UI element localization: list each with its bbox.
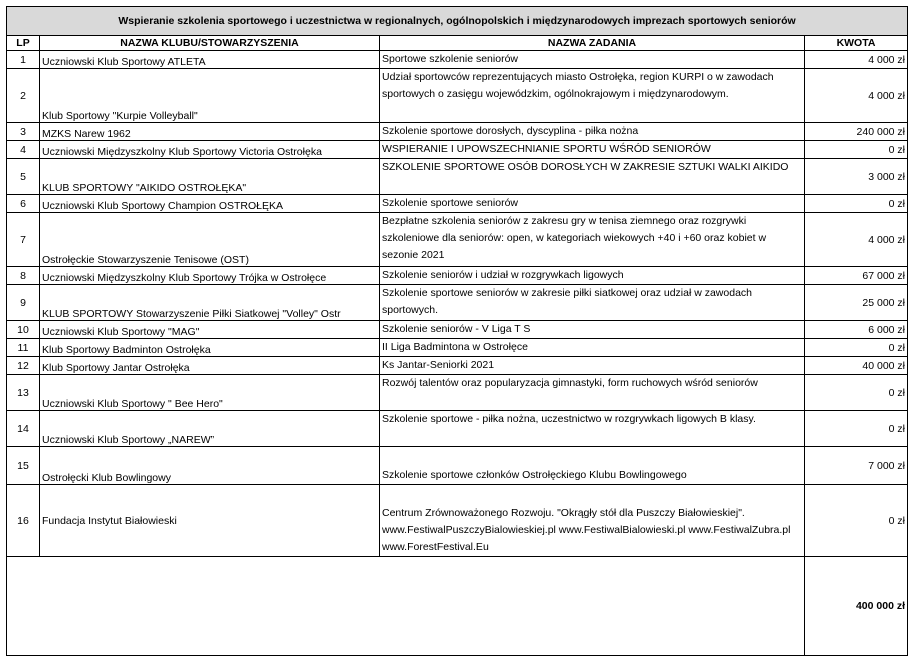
row-lp: 5 [7, 159, 40, 195]
row-amount: 0 zł [805, 141, 908, 159]
row-lp: 13 [7, 375, 40, 411]
row-lp: 8 [7, 267, 40, 285]
row-club: Fundacja Instytut Białowieski [40, 485, 380, 557]
row-club: KLUB SPORTOWY Stowarzyszenie Piłki Siatkowej "Volley" Ostr [40, 285, 380, 321]
table-row [7, 195, 908, 213]
row-club: Klub Sportowy Badminton Ostrołęka [40, 339, 380, 357]
row-task: Szkolenie sportowe seniorów w zakresie piłki siatkowej oraz udział w zawodach sportowych. [380, 285, 805, 321]
row-task: Szkolenie sportowe członków Ostrołęckiego Klubu Bowlingowego [380, 447, 805, 485]
row-lp: 15 [7, 447, 40, 485]
row-club: Uczniowski Międzyszkolny Klub Sportowy Victoria Ostrołęka [40, 141, 380, 159]
row-lp: 14 [7, 411, 40, 447]
title-row [7, 7, 908, 36]
row-club: Uczniowski Międzyszkolny Klub Sportowy Trójka w Ostrołęce [40, 267, 380, 285]
row-club: Uczniowski Klub Sportowy ATLETA [40, 51, 380, 69]
table-row [7, 267, 908, 285]
row-amount: 4 000 zł [805, 51, 908, 69]
table-row [7, 51, 908, 69]
row-club: Uczniowski Klub Sportowy Champion OSTROŁĘKA [40, 195, 380, 213]
header-amount: KWOTA [805, 36, 908, 51]
row-task: Rozwój talentów oraz popularyzacja gimnastyki, form ruchowych wśród seniorów [380, 375, 805, 411]
row-amount: 67 000 zł [805, 267, 908, 285]
row-lp: 10 [7, 321, 40, 339]
row-task: Centrum Zrównoważonego Rozwoju. "Okrągły stół dla Puszczy Białowieskiej". www.FestiwalPuszczyBialowieskiej.pl www.FestiwalBialowieski.pl www.FestiwalZubra.pl www.ForestFestival.Eu [380, 485, 805, 557]
table-row [7, 123, 908, 141]
header-row [7, 36, 908, 51]
table-row [7, 213, 908, 267]
total-amount: 400 000 zł [805, 557, 908, 656]
row-task: Szkolenie sportowe - piłka nożna, uczestnictwo w rozgrywkach ligowych B klasy. [380, 411, 805, 447]
row-task: Szkolenie sportowe seniorów [380, 195, 805, 213]
row-amount: 25 000 zł [805, 285, 908, 321]
row-task: SZKOLENIE SPORTOWE OSÓB DOROSŁYCH W ZAKRESIE SZTUKI WALKI AIKIDO [380, 159, 805, 195]
row-lp: 12 [7, 357, 40, 375]
table-row [7, 69, 908, 123]
table-row [7, 285, 908, 321]
row-amount: 4 000 zł [805, 213, 908, 267]
row-task: Bezpłatne szkolenia seniorów z zakresu gry w tenisa ziemnego oraz rozgrywki szkoleniowe dla seniorów: open, w kategoriach wiekowych +40 i +60 oraz kobiet w sezonie 2021 [380, 213, 805, 267]
row-task: Szkolenie sportowe dorosłych, dyscyplina - piłka nożna [380, 123, 805, 141]
row-lp: 6 [7, 195, 40, 213]
row-club: MZKS Narew 1962 [40, 123, 380, 141]
row-amount: 4 000 zł [805, 69, 908, 123]
total-row [7, 557, 908, 656]
row-lp: 7 [7, 213, 40, 267]
row-club: Uczniowski Klub Sportowy "MAG" [40, 321, 380, 339]
row-task: Ks Jantar-Seniorki 2021 [380, 357, 805, 375]
table-row [7, 321, 908, 339]
grants-table [6, 6, 908, 656]
row-amount: 240 000 zł [805, 123, 908, 141]
row-amount: 40 000 zł [805, 357, 908, 375]
header-club: NAZWA KLUBU/STOWARZYSZENIA [40, 36, 380, 51]
row-amount: 0 zł [805, 339, 908, 357]
row-club: Klub Sportowy "Kurpie Volleyball" [40, 69, 380, 123]
row-club: Uczniowski Klub Sportowy „NAREW” [40, 411, 380, 447]
header-lp: LP [7, 36, 40, 51]
row-lp: 1 [7, 51, 40, 69]
table-row [7, 447, 908, 485]
row-amount: 3 000 zł [805, 159, 908, 195]
row-amount: 0 zł [805, 195, 908, 213]
row-lp: 11 [7, 339, 40, 357]
table-title: Wspieranie szkolenia sportowego i uczestnictwa w regionalnych, ogólnopolskich i międzynarodowych imprezach sportowych seniorów [7, 7, 908, 36]
row-club: Ostrołęckie Stowarzyszenie Tenisowe (OST) [40, 213, 380, 267]
table-row [7, 485, 908, 557]
row-club: KLUB SPORTOWY "AIKIDO OSTROŁĘKA" [40, 159, 380, 195]
row-amount: 0 zł [805, 411, 908, 447]
row-lp: 9 [7, 285, 40, 321]
table-row [7, 339, 908, 357]
row-amount: 0 zł [805, 485, 908, 557]
table-row [7, 375, 908, 411]
row-task: II Liga Badmintona w Ostrołęce [380, 339, 805, 357]
row-lp: 4 [7, 141, 40, 159]
row-club: Uczniowski Klub Sportowy " Bee Hero" [40, 375, 380, 411]
row-club: Klub Sportowy Jantar Ostrołęka [40, 357, 380, 375]
total-empty-cell [7, 557, 805, 656]
header-task: NAZWA ZADANIA [380, 36, 805, 51]
row-lp: 16 [7, 485, 40, 557]
row-amount: 6 000 zł [805, 321, 908, 339]
row-task: Udział sportowców reprezentujących miasto Ostrołęka, region KURPI o w zawodach sportowych o zasięgu wojewódzkim, ogólnokrajowym i międzynarodowym. [380, 69, 805, 123]
row-amount: 0 zł [805, 375, 908, 411]
row-amount: 7 000 zł [805, 447, 908, 485]
row-lp: 2 [7, 69, 40, 123]
table-row [7, 159, 908, 195]
row-lp: 3 [7, 123, 40, 141]
row-task: Szkolenie seniorów i udział w rozgrywkach ligowych [380, 267, 805, 285]
table-row [7, 141, 908, 159]
row-task: Szkolenie seniorów - V Liga T S [380, 321, 805, 339]
table-row [7, 357, 908, 375]
row-task: WSPIERANIE I UPOWSZECHNIANIE SPORTU WŚRÓD SENIORÓW [380, 141, 805, 159]
row-task: Sportowe szkolenie seniorów [380, 51, 805, 69]
row-club: Ostrołęcki Klub Bowlingowy [40, 447, 380, 485]
table-row [7, 411, 908, 447]
